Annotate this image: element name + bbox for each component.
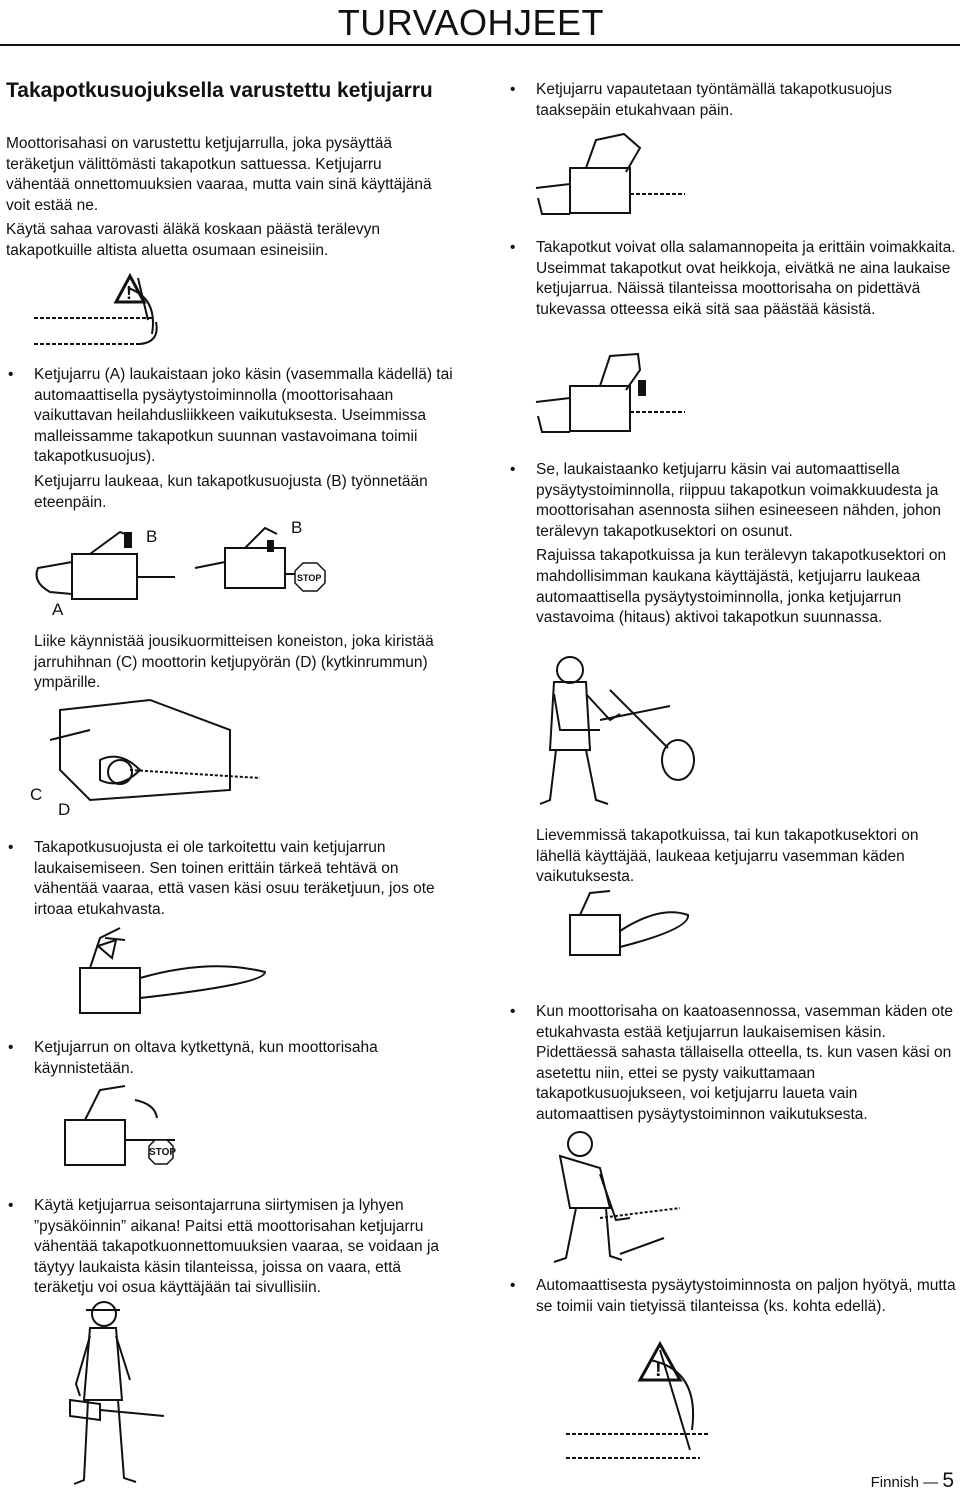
footer-language: Finnish	[870, 1474, 919, 1491]
section-heading: Takapotkusuojuksella varustettu ketjujarru	[6, 79, 433, 102]
label-b-first: B	[146, 527, 158, 546]
bullet-manual-trigger: • Ketjujarru (A) laukaistaan joko käsin (vasemmalla kädellä) tai automaattisella pysäytystoiminnolla (moottorisahaan vaikuttavan heilahdusliikkeen vaikutuksesta. Useimmissa malleissamme takapotkun suunnan vastavoimana toimii takapotkusuojus).	[6, 365, 456, 468]
spring-mechanism-text: Liike käynnistää jousikuormitteisen koneiston, joka kiristää jarruhihnan (C) moottorin ketjupyörän (D) (kytkinrummun) ympärille.	[34, 633, 434, 692]
bullet-parking-brake: • Käytä ketjujarrua seisontajarruna siirtymisen ja lyhyen ”pysäköinnin” aikana! Paitsi että moottorisahan ketjujarru vähentää takapotkuonnettomuuksien vaaraa, se voidaan ja täytyy laukaista käsin tilanteissa, joissa on vaara, että teräketju voi osua käyttäjään tai sivullisiin.	[6, 1196, 456, 1299]
svg-text:!: !	[655, 1359, 662, 1381]
label-c: C	[30, 785, 43, 804]
page-footer	[871, 1469, 954, 1493]
felling-operator-illustration	[540, 1128, 690, 1268]
label-a: A	[52, 600, 64, 619]
chain-brake-b-illustration	[185, 518, 335, 598]
page-title: TURVAOHJEET	[337, 2, 604, 43]
svg-text:!: !	[126, 283, 132, 303]
release-brake-illustration	[530, 128, 690, 223]
brake-band-illustration	[30, 700, 280, 810]
mild-kickback-illustration	[560, 885, 700, 965]
header-rule	[0, 44, 960, 46]
page-number: 5	[942, 1469, 954, 1492]
bullet-trigger-mode: • Se, laukaistaanko ketjujarru käsin vai automaattisella pysäytystoiminnolla, riippuu takapotkun voimakkuudesta ja moottorisahan asennosta siihen esineeseen nähden, johon terälevyn takapotkusektori on osunut.	[508, 460, 958, 542]
bullet-guard-push: Ketjujarru laukeaa, kun takapotkusuojusta (B) työnnetään eteenpäin.	[34, 472, 428, 511]
label-d: D	[58, 800, 71, 819]
bullet-automatic-stop: • Automaattisesta pysäytystoiminnosta on paljon hyötyä, mutta se toimii vain tietyissä tilanteissa (ks. kohta edellä).	[508, 1276, 958, 1317]
bullet-left-hand: • Takapotkusuojusta ei ole tarkoitettu vain ketjujarrun laukaisemiseen. Sen toinen erittäin tärkeä tehtävä on vähentää vaaraa, että vasen käsi osuu teräketjuun, jos ote irtoaa etukahvasta.	[6, 838, 446, 920]
mild-kickback-text: Lievemmissä takapotkuissa, tai kun takapotkusektori on lähellä käyttäjää, laukeaa ketjujarru vasemman käden vaikutuksesta.	[536, 827, 919, 886]
kickback-grip-illustration	[530, 346, 690, 441]
footer-separator: —	[923, 1474, 939, 1491]
stop-sign-label-2: STOP	[149, 1147, 177, 1158]
start-brake-illustration	[55, 1080, 185, 1180]
operator-log-illustration	[530, 650, 700, 810]
caution-paragraph: Käytä sahaa varovasti äläkä koskaan päästä terälevyn takapotkuille altista aluetta osumaan esineisiin.	[6, 221, 380, 259]
bottom-kickback-illustration	[560, 1330, 720, 1470]
intro-paragraph: Moottorisahasi on varustettu ketjujarrulla, joka pysäyttää teräketjun välittömästi takapotkun sattuessa. Ketjujarru vähentää onnettomuuksien vaaraa, mutta vain sinä käyttäjänä voit estää ne.	[6, 135, 432, 214]
bullet-felling-position: • Kun moottorisaha on kaatoasennossa, vasemman käden ote etukahvasta estää ketjujarrun laukaisemisen käsin. Pidettäessä sahasta tällaisella otteella, ts. kun vasen käsi on asetettu niin, ettei se pysty vaikuttamaan takapotkusuojukseen, voi ketjujarru laueta vain automaattisen pysäytystoiminnon vaikutuksesta.	[508, 1002, 958, 1126]
stop-sign-label: STOP	[297, 573, 322, 583]
label-b-second: B	[291, 518, 303, 537]
walking-operator-illustration	[60, 1300, 170, 1490]
hand-guard-illustration	[50, 918, 280, 1028]
violent-kickback-text: Rajuissa takapotkuissa ja kun terälevyn takapotkusektori on mahdollisimman kaukana käyttäjästä, ketjujarru laukeaa automaattisella pysäytystoiminnolla, jonka ketjujarrun vastavoima (hitaus) aktivoi takapotkun suunnassa.	[536, 547, 947, 627]
kickback-zone-illustration	[30, 268, 180, 358]
bullet-release-brake: • Ketjujarru vapautetaan työntämällä takapotkusuojus taaksepäin etukahvaan päin.	[508, 80, 958, 121]
bullet-start-engaged: • Ketjujarrun on oltava kytkettynä, kun moottorisaha käynnistetään.	[6, 1038, 446, 1079]
bullet-kickback-strength: • Takapotkut voivat olla salamannopeita ja erittäin voimakkaita. Useimmat takapotkut ovat heikkoja, eivätkä ne aina laukaise ketjujarrua. Näissä tilanteissa moottorisaha on pidettävä tukevassa otteessa eikä sitä saa päästää käsistä.	[508, 238, 958, 320]
